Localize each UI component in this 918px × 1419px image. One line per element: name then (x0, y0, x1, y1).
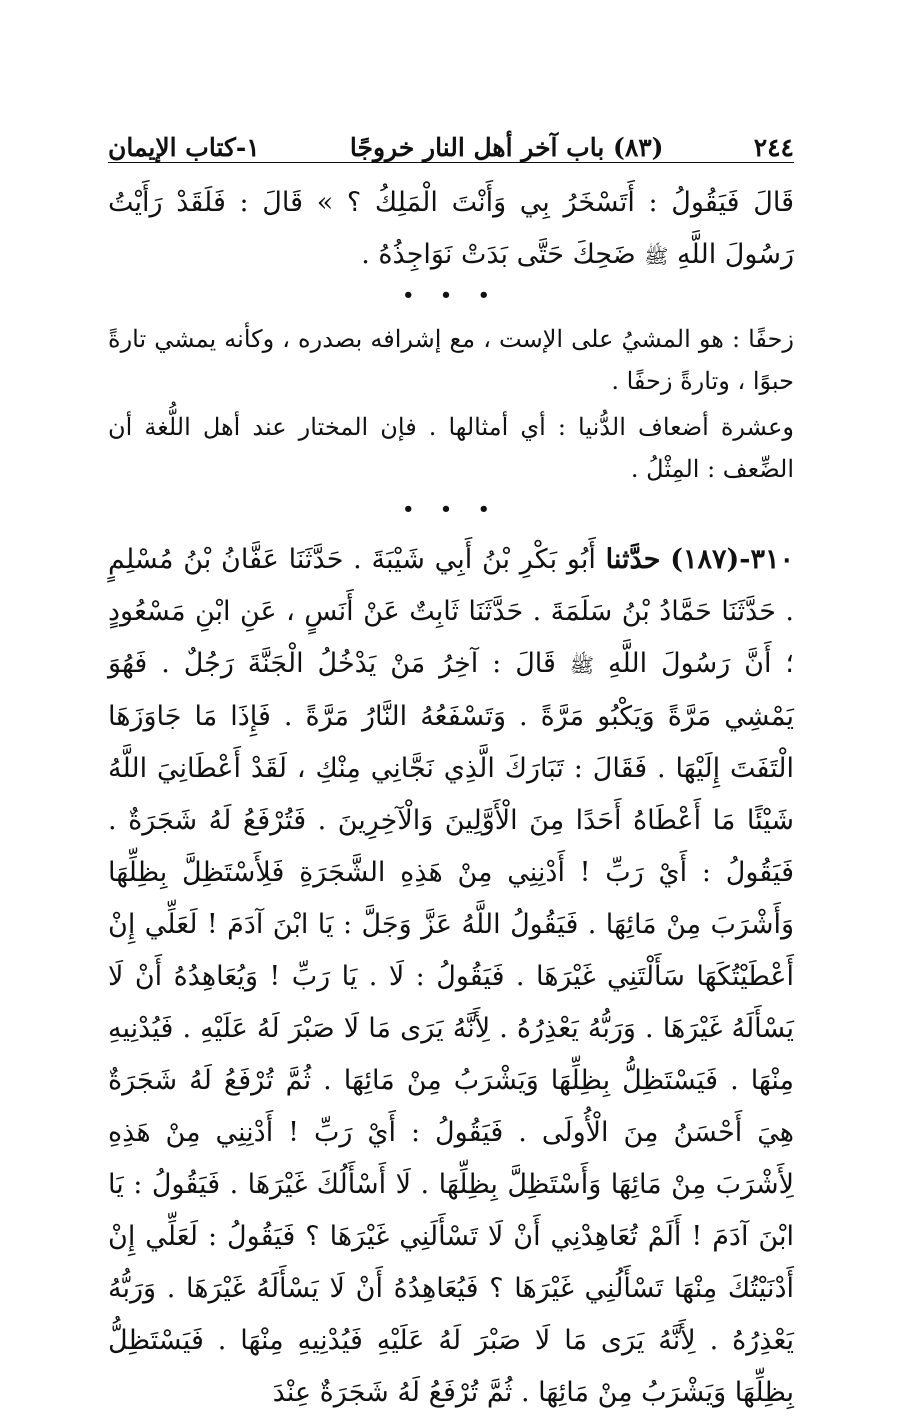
commentary-paragraph: زحفًا : هو المشيُ على الإست ، مع إشرافه بصدره ، وكأنه يمشي تارةً حبوًا ، وتارةً زحفًا . (108, 325, 794, 395)
running-header (108, 118, 794, 163)
continuation-text: قَالَ فَيَقُولُ : أَتَسْخَرُ بِي وَأَنْتَ الْمَلِكُ ؟ » قَالَ : فَلَقَدْ رَأَيْتُ رَسُولَ اللَّهِ (108, 187, 794, 270)
commentary-block (108, 318, 794, 490)
section-separator: • • • (402, 285, 500, 306)
continuation-text-end: ضَحِكَ حَتَّى بَدَتْ نَوَاجِذُهُ . (361, 239, 636, 270)
hadith-text: أَبُو بَكْرِ بْنُ أَبِي شَيْبَةَ . حَدَّثَنَا عَفَّانُ بْنُ مُسْلِمٍ . حَدَّثَنَا حَمَّادُ بْنُ سَلَمَةَ . حَدَّثَنَا ثَابِتٌ عَنْ أَنَسٍ ، عَنِ ابْنِ مَسْعُودٍ ؛ أَنَّ رَسُولَ اللَّهِ (108, 544, 794, 679)
hadith-paragraph (108, 534, 794, 1419)
pbuh-glyph: ﷺ (569, 653, 595, 677)
page-number: ٢٤٤ (753, 133, 794, 162)
book-title: ١-كتاب الإيمان (108, 133, 260, 162)
hadith-lead: حدَّثنا (605, 544, 661, 575)
continuation-paragraph (108, 177, 794, 282)
pbuh-glyph: ﷺ (644, 244, 669, 268)
section-separator: • • • (402, 499, 500, 520)
chapter-title: (٨٣) باب آخر أهل النار خروجًا (349, 133, 664, 162)
hadith-number: ٣١٠-(١٨٧) (670, 544, 794, 575)
commentary-paragraph: وعشرة أضعاف الدُّنيا : أي أمثالها . فإن المختار عند أهل اللُّغة أن الضِّعف : المِثْلُ . (108, 413, 794, 483)
book-page (108, 118, 794, 1419)
hadith-text-continued: قَالَ : آخِرُ مَنْ يَدْخُلُ الْجَنَّةَ رَجُلٌ . فَهُوَ يَمْشِي مَرَّةً وَيَكْبُو مَرَّةً . وَتَسْفَعُهُ النَّارُ مَرَّةً . فَإِذَا مَا جَاوَزَهَا الْتَفَتَ إِلَيْهَا . فَقَالَ : تَبَارَكَ الَّذِي نَجَّانِي مِنْكِ ، لَقَدْ أَعْطَانِيَ اللَّهُ شَيْئًا مَا أَعْطَاهُ أَحَدًا مِنَ الْأَوَّلِينَ وَالْآخِرِينَ . فَتُرْفَعُ لَهُ شَجَرَةٌ . فَيَقُولُ : أَيْ رَبِّ ! أَدْنِنِي مِنْ هَذِهِ الشَّجَرَةِ فَلِأَسْتَظِلَّ بِظِلِّهَا وَأَشْرَبَ مِنْ مَائِهَا . فَيَقُولُ اللَّهُ عَزَّ وَجَلَّ : يَا ابْنَ آدَمَ ! لَعَلِّي إِنْ أَعْطَيْتُكَهَا سَأَلْتَنِي غَيْرَهَا . فَيَقُولُ : لَا . يَا رَبِّ ! وَيُعَاهِدُهُ أَنْ لَا يَسْأَلَهُ غَيْرَهَا . وَرَبُّهُ يَعْذِرُهُ . لِأَنَّهُ يَرَى مَا لَا صَبْرَ لَهُ عَلَيْهِ . فَيُدْنِيهِ مِنْهَا . فَيَسْتَظِلُّ بِظِلِّهَا وَيَشْرَبُ مِنْ مَائِهَا . ثُمَّ تُرْفَعُ لَهُ شَجَرَةٌ هِيَ أَحْسَنُ مِنَ الْأُولَى . فَيَقُولُ : أَيْ رَبِّ ! أَدْنِنِي مِنْ هَذِهِ لِأَشْرَبَ مِنْ مَائِهَا وَأَسْتَظِلَّ بِظِلِّهَا . لَا أَسْأَلُكَ غَيْرَهَا . فَيَقُولُ : يَا ابْنَ آدَمَ ! أَلَمْ تُعَاهِدْنِي أَنْ لَا تَسْأَلَنِي غَيْرَهَا ؟ فَيَقُولُ : لَعَلِّي إِنْ أَدْنَيْتُكَ مِنْهَا تَسْأَلُنِي غَيْرَهَا ؟ فَيُعَاهِدُهُ أَنْ لَا يَسْأَلَهُ غَيْرَهَا . وَرَبُّهُ يَعْذِرُهُ . لِأَنَّهُ يَرَى مَا لَا صَبْرَ لَهُ عَلَيْهِ فَيُدْنِيهِ مِنْهَا . فَيَسْتَظِلُّ بِظِلِّهَا وَيَشْرَبُ مِنْ مَائِهَا . ثُمَّ تُرْفَعُ لَهُ شَجَرَةٌ عِنْدَ (108, 648, 794, 1408)
